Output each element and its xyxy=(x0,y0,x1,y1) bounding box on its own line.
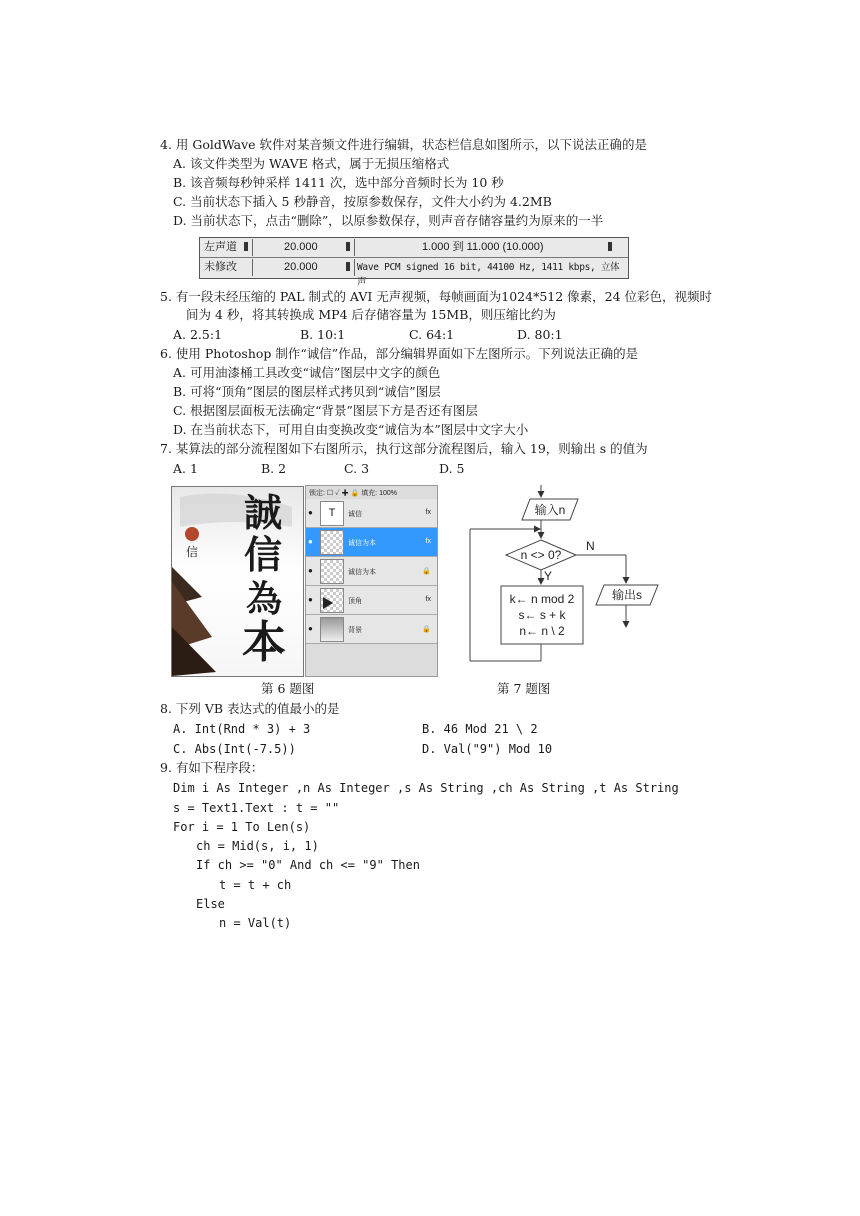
layers-panel-header: 锁定: ☐ ✓ ✚ 🔒 填充: 100% xyxy=(309,490,397,497)
q4-option-b: B. 该音频每秒钟采样 1411 次，选中部分音频时长为 10 秒 xyxy=(173,175,504,190)
q7-option-c: C. 3 xyxy=(344,461,370,476)
q5-option-d: D. 80:1 xyxy=(517,327,563,342)
q8-option-d: D. Val("9") Mod 10 xyxy=(422,742,553,756)
flow-step-2: s← s + k xyxy=(518,608,566,622)
layer-name: 顶角 xyxy=(348,598,362,605)
layer-name: 诚信为本 xyxy=(348,540,376,547)
code-line: ch = Mid(s, i, 1) xyxy=(196,839,319,853)
fx-icon: fx xyxy=(425,538,431,545)
layer-name: 背景 xyxy=(348,627,362,634)
status-format: Wave PCM signed 16 bit, 44100 Hz, 1411 kbps, 立体声 xyxy=(357,262,620,288)
eye-icon[interactable]: ● xyxy=(308,595,313,604)
q6-option-a: A. 可用油漆桶工具改变“诚信”图层中文字的颜色 xyxy=(173,365,441,380)
q9-stem: 9. 有如下程序段： xyxy=(160,760,264,775)
layer-row[interactable] xyxy=(306,586,437,615)
lock-icon: 🔒 xyxy=(422,626,431,633)
flow-no-label: N xyxy=(586,539,595,553)
code-line: s = Text1.Text : t = "" xyxy=(173,801,340,815)
goldwave-status-bar xyxy=(199,237,629,288)
flow-condition: n <> 0? xyxy=(520,548,562,562)
layer-row[interactable] xyxy=(306,557,437,586)
layer-row[interactable] xyxy=(306,528,437,557)
ps-canvas xyxy=(171,486,304,677)
layer-thumb xyxy=(320,617,344,642)
canvas-char-3: 為 xyxy=(246,578,283,620)
flow-yes-label: Y xyxy=(544,569,553,583)
layer-name: 诚信 xyxy=(348,511,362,518)
q4-option-d: D. 当前状态下，点击“删除”，以原参数保存，则声音存储容量约为原来的一半 xyxy=(173,213,604,228)
eye-icon[interactable]: ● xyxy=(308,624,313,633)
q5-stem-line1: 5. 有一段未经压缩的 PAL 制式的 AVI 无声视频，每帧画面为1024*512 像素，24 位彩色，视频时 xyxy=(160,289,713,304)
layers-panel xyxy=(305,485,438,677)
q5-option-b: B. 10:1 xyxy=(300,327,346,342)
q4-option-c: C. 当前状态下插入 5 秒静音，按原参数保存，文件大小约为 4.2MB xyxy=(173,194,552,209)
canvas-char-4: 本 xyxy=(242,617,286,668)
code-line: Else xyxy=(196,897,225,911)
code-line: t = t + ch xyxy=(219,878,292,892)
code-line: n = Val(t) xyxy=(219,916,292,930)
canvas-small-text: 信 xyxy=(186,545,199,559)
q8-stem: 8. 下列 VB 表达式的值最小的是 xyxy=(160,701,340,716)
layer-thumb xyxy=(320,559,344,584)
q5-option-a: A. 2.5:1 xyxy=(173,327,223,342)
flowchart xyxy=(468,485,668,675)
q7-option-d: D. 5 xyxy=(439,461,465,476)
layer-row[interactable] xyxy=(306,615,437,644)
q6-stem: 6. 使用 Photoshop 制作“诚信”作品，部分编辑界面如下左图所示。下列说法正确的是 xyxy=(160,346,639,361)
q5-option-c: C. 64:1 xyxy=(409,327,455,342)
eye-icon[interactable]: ● xyxy=(308,537,313,546)
q7-option-a: A. 1 xyxy=(173,461,198,476)
code-line: If ch >= "0" And ch <= "9" Then xyxy=(196,858,420,872)
q6-option-b: B. 可将“顶角”图层的图层样式拷贝到“诚信”图层 xyxy=(173,384,441,399)
status-length: 20.000 xyxy=(284,261,318,273)
layer-thumb xyxy=(320,530,344,555)
q4-stem: 4. 用 GoldWave 软件对某音频文件进行编辑，状态栏信息如图所示，以下说法正确的是 xyxy=(160,137,648,152)
q6-option-c: C. 根据图层面板无法确定“背景”图层下方是否还有图层 xyxy=(173,403,478,418)
fx-icon: fx xyxy=(425,509,431,516)
status-handle-icon xyxy=(608,242,612,251)
canvas-char-1: 誠 xyxy=(244,490,283,535)
q5-stem-line2: 间为 4 秒，将其转换成 MP4 后存储容量为 15MB，则压缩比约为 xyxy=(186,307,556,322)
q8-option-b: B. 46 Mod 21 \ 2 xyxy=(422,722,538,736)
eye-icon[interactable]: ● xyxy=(308,508,313,517)
layer-name: 诚信为本 xyxy=(348,569,376,576)
status-handle-icon xyxy=(346,262,350,271)
q8-option-a: A. Int(Rnd * 3) + 3 xyxy=(173,722,311,736)
code-line: Dim i As Integer ,n As Integer ,s As String ,ch As String ,t As String xyxy=(173,781,679,795)
status-handle-icon xyxy=(346,242,350,251)
status-modified: 未修改 xyxy=(204,261,237,273)
lock-icon: 🔒 xyxy=(422,568,431,575)
flow-output: 输出s xyxy=(611,588,643,602)
q7-option-b: B. 2 xyxy=(261,461,287,476)
layer-thumb xyxy=(320,588,344,613)
canvas-char-2: 信 xyxy=(244,532,283,577)
layer-thumb: T xyxy=(320,501,344,526)
layer-row[interactable] xyxy=(306,499,437,528)
q7-stem: 7. 某算法的部分流程图如下右图所示，执行这部分流程图后，输入 19，则输出 s 的值为 xyxy=(160,441,648,456)
status-duration: 20.000 xyxy=(284,241,318,253)
figure-6-caption: 第 6 题图 xyxy=(261,681,315,696)
q8-option-c: C. Abs(Int(-7.5)) xyxy=(173,742,296,756)
code-line: For i = 1 To Len(s) xyxy=(173,820,311,834)
status-selection: 1.000 到 11.000 (10.000) xyxy=(422,241,544,253)
figure-7-caption: 第 7 题图 xyxy=(497,681,551,696)
q4-option-a: A. 该文件类型为 WAVE 格式，属于无损压缩格式 xyxy=(173,156,450,171)
status-channel: 左声道 xyxy=(204,241,237,253)
fx-icon: fx xyxy=(425,596,431,603)
status-handle-icon xyxy=(244,242,248,251)
flow-input: 输入n xyxy=(534,503,566,517)
flow-step-1: k← n mod 2 xyxy=(509,592,575,606)
q6-option-d: D. 在当前状态下，可用自由变换改变“诚信为本”图层中文字大小 xyxy=(173,422,529,437)
flow-step-3: n← n \ 2 xyxy=(519,624,565,638)
eye-icon[interactable]: ● xyxy=(308,566,313,575)
